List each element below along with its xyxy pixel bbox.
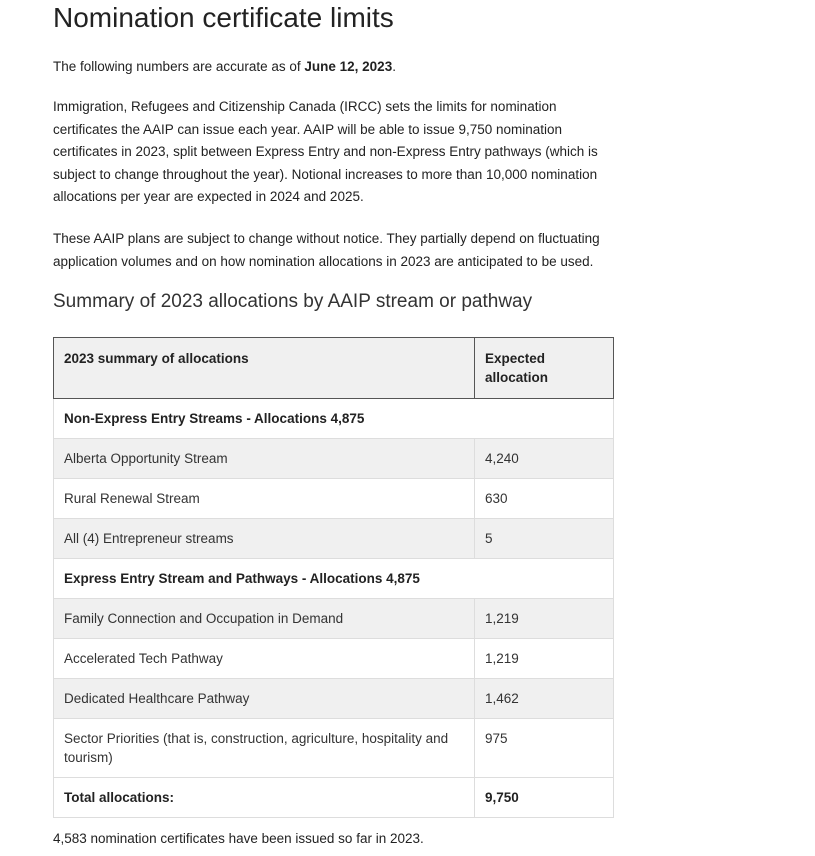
paragraph-notice: These AAIP plans are subject to change without notice. They partially depend on fluctuating application volumes and on how nomination allocations in 2023 are anticipated to be used. [53,231,600,269]
stream-allocation: 4,240 [475,439,614,479]
accuracy-note [53,56,613,79]
group-row [54,559,614,599]
paragraph-limits: Immigration, Refugees and Citizenship Canada (IRCC) sets the limits for nomination certificates the AAIP can issue each year. AAIP will be able to issue 9,750 nomination certificates in 2023, split between Express Entry and non-Express Entry pathways (which is subject to change throughout the year). Notional increases to more than 10,000 nomination allocations per year are expected in 2024 and 2025. [53,99,598,204]
issued-note: 4,583 nomination certificates have been issued so far in 2023. [53,831,424,846]
header-expected: Expected allocation [475,338,614,399]
group-row [54,399,614,439]
total-label: Total allocations: [54,778,475,818]
stream-allocation: 630 [475,479,614,519]
table-header [54,338,614,399]
group-express: Express Entry Stream and Pathways - Allocations 4,875 [54,559,614,599]
stream-name: Sector Priorities (that is, construction, agriculture, hospitality and tourism) [54,719,475,778]
stream-allocation: 1,219 [475,599,614,639]
table-row [54,719,614,778]
accuracy-date: June 12, 2023 [304,59,393,74]
allocations-table [53,337,614,818]
stream-name: Alberta Opportunity Stream [54,439,475,479]
stream-allocation: 5 [475,519,614,559]
accuracy-prefix: The following numbers are accurate as of [53,59,305,74]
accuracy-suffix: . [392,59,396,74]
stream-name: Accelerated Tech Pathway [54,639,475,679]
total-value: 9,750 [475,778,614,818]
table-row [54,519,614,559]
stream-name: Rural Renewal Stream [54,479,475,519]
total-row [54,778,614,818]
stream-name: All (4) Entrepreneur streams [54,519,475,559]
table-row [54,599,614,639]
stream-name: Dedicated Healthcare Pathway [54,679,475,719]
table-row [54,479,614,519]
stream-allocation: 975 [475,719,614,778]
table-row [54,639,614,679]
table-row [54,679,614,719]
table-row [54,439,614,479]
group-non-express: Non-Express Entry Streams - Allocations 4,875 [54,399,614,439]
stream-allocation: 1,462 [475,679,614,719]
page-title: Nomination certificate limits [53,2,394,33]
section-title: Summary of 2023 allocations by AAIP stream or pathway [53,291,533,312]
header-summary: 2023 summary of allocations [54,338,475,399]
stream-allocation: 1,219 [475,639,614,679]
stream-name: Family Connection and Occupation in Demand [54,599,475,639]
